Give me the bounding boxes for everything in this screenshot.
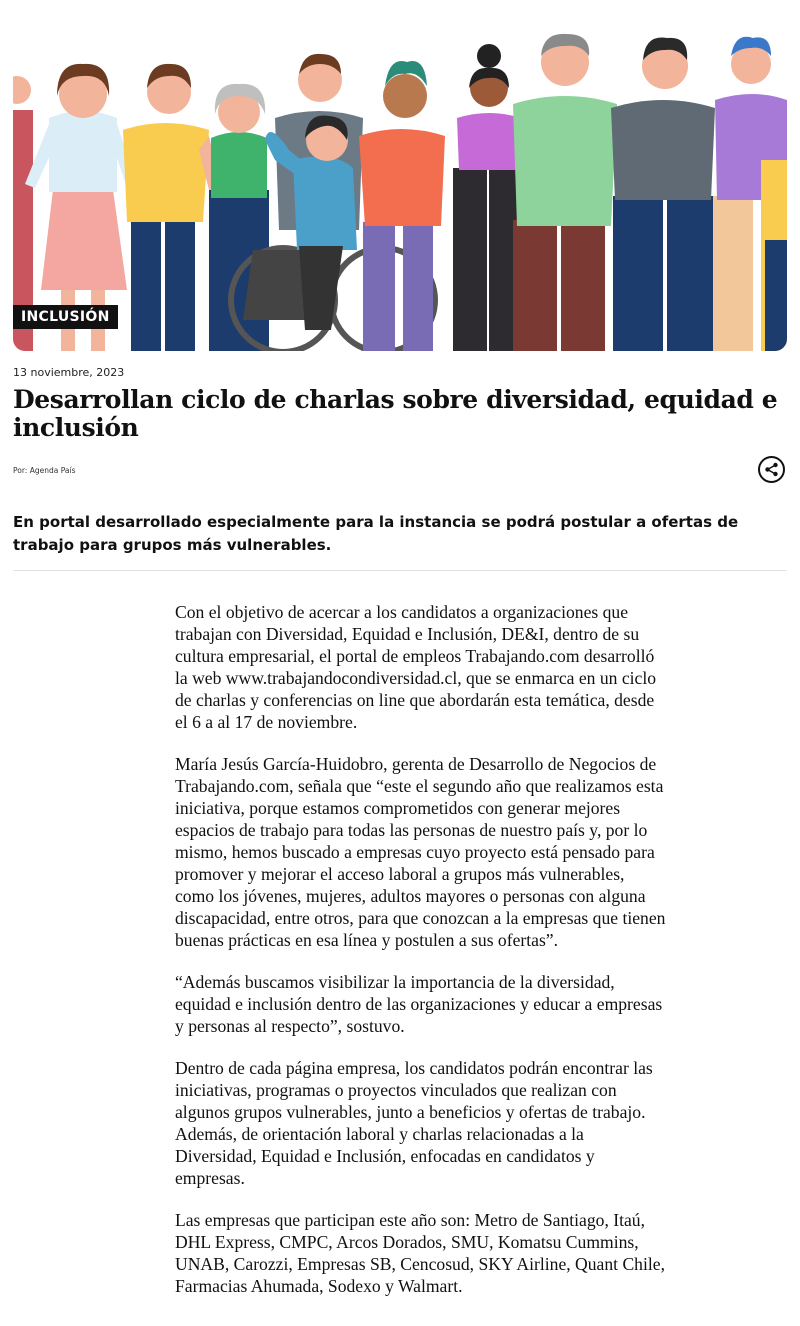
body-paragraph: Las empresas que participan este año son: Metro de Santiago, Itaú, DHL Express, CMPC, Arcos Dorados, SMU, Komatsu Cummins, UNAB, Carozzi, Empresas SB, Cencosud, SKY Airline, Quant Chile, Farmacias Ahumada, Sodexo y Walmart.: [175, 1210, 665, 1296]
article-lead: En portal desarrollado especialmente para la instancia se podrá postular a ofertas de trabajo para grupos más vulnerables.: [13, 513, 739, 554]
divider: [13, 570, 787, 571]
category-tag[interactable]: INCLUSIÓN: [13, 305, 118, 329]
people-illustration: [13, 0, 787, 351]
person-12: [761, 160, 787, 351]
article-body: [175, 601, 667, 1317]
body-paragraph: María Jesús García-Huidobro, gerenta de Desarrollo de Negocios de Trabajando.com, señala que “este el segundo año que realizamos esta iniciativa, porque estamos comprometidos con generar mejores espacios de trabajo para todas las personas de nuestro país y, por lo mismo, hemos buscado a empresas cuyo proyecto está pensado para promover y mejorar el acceso laboral a grupos más vulnerables, como los jóvenes, mujeres, adultos mayores o personas con alguna discapacidad, entre otros, para que conozcan a la empresas que tienen buenas prácticas en esa línea y postulen a sus ofertas”.: [175, 754, 666, 950]
body-paragraph: “Además buscamos visibilizar la importancia de la diversidad, equidad e inclusión dentro de las organizaciones y educar a empresas y personas al respecto”, sostuvo.: [175, 972, 663, 1036]
hero-image: [13, 0, 787, 351]
share-icon: [764, 462, 779, 477]
body-paragraph: Dentro de cada página empresa, los candidatos podrán encontrar las iniciativas, programas o proyectos vinculados que realizan con algunos grupos vulnerables, junto a beneficios y ofertas de trabajo. Además, de orientación laboral y charlas relacionadas a la Diversidad, Equidad e Inclusión, enfocadas en candidatos y empresas.: [175, 1058, 653, 1188]
share-button[interactable]: [758, 456, 785, 483]
article-title: Desarrollan ciclo de charlas sobre diversidad, equidad e inclusión: [13, 385, 778, 442]
body-paragraph: Con el objetivo de acercar a los candidatos a organizaciones que trabajan con Diversidad, Equidad e Inclusión, DE&I, dentro de su cultura empresarial, el portal de empleos Trabajando.com desarrolló la web www.trabajandocondiversidad.cl, que se enmarca en un ciclo de charlas y conferencias on line que abordarán esta temática, desde el 6 a al 17 de noviembre.: [175, 602, 657, 732]
publish-date: 13 noviembre, 2023: [13, 366, 125, 379]
byline: Por: Agenda País: [13, 466, 76, 475]
